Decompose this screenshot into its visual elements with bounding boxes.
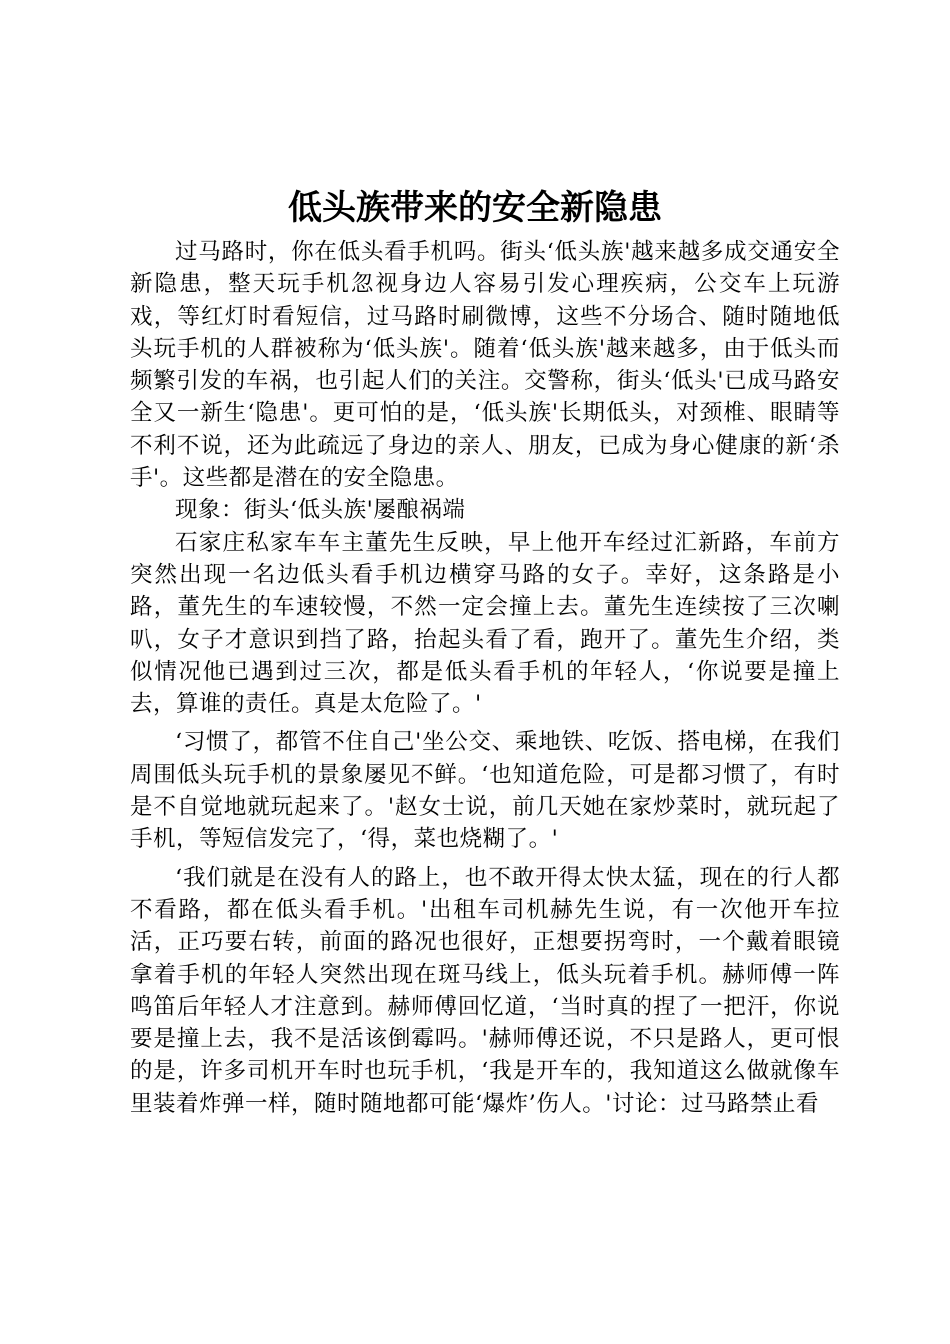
paragraph-dong-story: 石家庄私家车车主董先生反映，早上他开车经过汇新路，车前方突然出现一名边低头看手机边横穿马路的女子。幸好，这条路是小路，董先生的车速较慢，不然一定会撞上去。董先生连续按了三次喇叭，女子才意识到挡了路，抬起头看了看，跑开了。董先生介绍，类似情况他已遇到过三次，都是低头看手机的年轻人，‘你说要是撞上去，算谁的责任。真是太危险了。' [130,529,840,718]
paragraph-taxi-driver: ‘我们就是在没有人的路上，也不敢开得太快太猛，现在的行人都不看路，都在低头看手机。'出租车司机赫先生说，有一次他开车拉活，正巧要右转，前面的路况也很好，正想要拐弯时，一个戴着眼镜拿着手机的年轻人突然出现在斑马线上，低头玩着手机。赫师傅一阵鸣笛后年轻人才注意到。赫师傅回忆道，‘当时真的捏了一把汗，你说要是撞上去，我不是活该倒霉吗。'赫师傅还说，不只是路人，更可恨的是，许多司机开车时也玩手机，‘我是开车的，我知道这么做就像车里装着炸弹一样，随时随地都可能‘爆炸’伤人。'讨论：过马路禁止看 [130,864,840,1117]
paragraph-section-heading: 现象：街头‘低头族'屡酿祸端 [175,497,466,524]
document-title: 低头族带来的安全新隐患 [288,188,662,228]
paragraph-intro: 过马路时，你在低头看手机吗。街头‘低头族'越来越多成交通安全新隐患，整天玩手机忽视身边人容易引发心理疾病，公交车上玩游戏，等红灯时看短信，过马路时刷微博，这些不分场合、随时随地低头玩手机的人群被称为‘低头族'。随着‘低头族'越来越多，由于低头而频繁引发的车祸，也引起人们的关注。交警称，街头‘低头'已成马路安全又一新生‘隐患'。更可怕的是，‘低头族'长期低头，对颈椎、眼睛等不利不说，还为此疏远了身边的亲人、朋友，已成为身心健康的新‘杀手'。这些都是潜在的安全隐患。 [130,239,840,492]
paragraph-habit: ‘习惯了，都管不住自己'坐公交、乘地铁、吃饭、搭电梯，在我们周围低头玩手机的景象屡见不鲜。‘也知道危险，可是都习惯了，有时是不自觉地就玩起来了。'赵女士说，前几天她在家炒菜时，就玩起了手机，等短信发完了，‘得，菜也烧糊了。' [130,729,840,853]
document-body [130,236,840,1120]
